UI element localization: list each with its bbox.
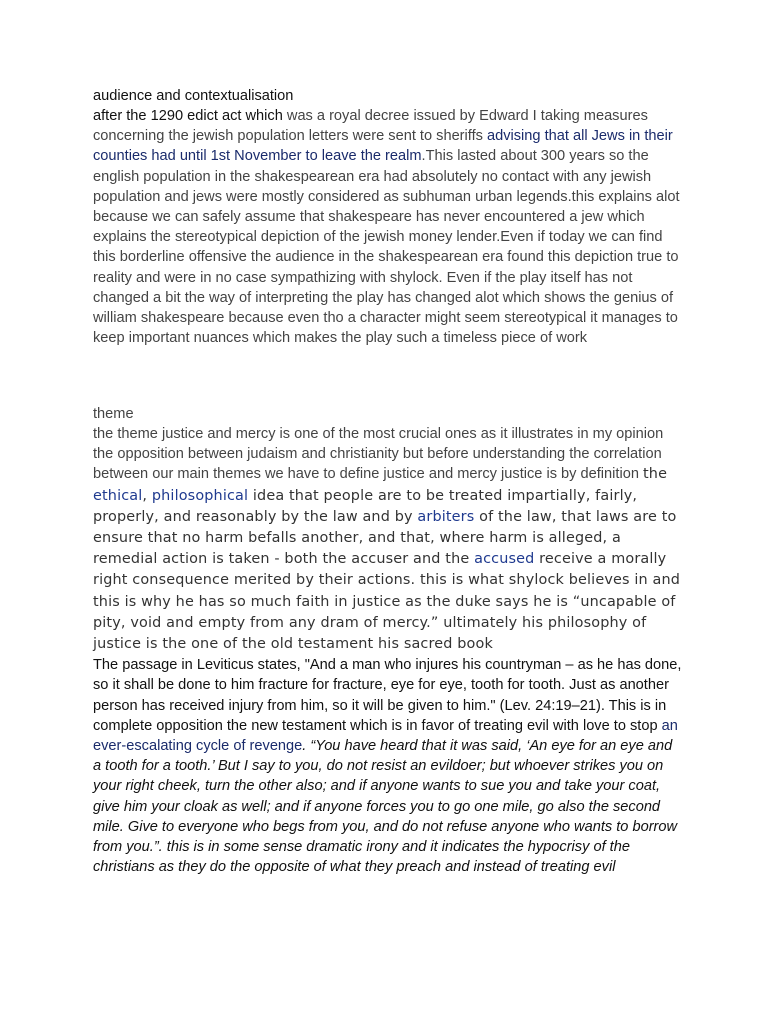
revenge-phrase: an ever-escalating cycle of revenge [93,717,678,755]
highlighted-phrase: advising that all Jews in their counties had until 1st November to leave the realm [93,128,673,165]
section-heading-theme: theme [93,406,134,422]
link-accused[interactable]: accused [474,551,535,568]
definition-text [93,466,680,652]
link-ethical[interactable]: ethical [93,487,143,504]
paragraph-text: was a royal decree issued by Edward I taking measures concerning the jewish population letters were sent to sheriffs [93,108,648,145]
passage-text: The passage in Leviticus states, "And a man who injures his countryman – as he has done, so it shall be done to him fracture for fracture, eye for eye, tooth for tooth. Just as another person has received injury from him, so it will be given to him." (Lev. 24:19–21). This is in complete opposition the new testament which is in favor of treating evil with love to stop [93,657,682,734]
definition-segment: receive a morally right consequence merited by their actions. this is what shylock believes in and this is why he has so much faith in justice as the duke says he is “uncapable of pity, void and empty from any dram of mercy.” ultimately his philosophy of justice is the one of the old testament his sacred book [93,551,681,653]
paragraph-text: .This lasted about 300 years so the english population in the shakespearean era had absolutely no contact with any jewish population and jews were mostly considered as subhuman urban legends.this explains alot because we can safely assume that shakespeare has never encountered a jew which explains the stereotypical depiction of the jewish money lender.Even if today we can find this borderline offensive the audience in the shakespearean era found this depiction true to reality and were in no case sympathizing with shylock. Even if the play itself has not changed a bit the way of interpreting the play has changed alot which shows the genius of william shakespeare because even tho a character might seem stereotypical it manages to keep important nuances which makes the play such a timeless piece of work [93,148,680,347]
definition-segment: idea that people are to be treated impartially, fairly, properly, and reasonably by the law and by [93,487,638,525]
definition-segment: , [142,487,152,504]
link-philosophical[interactable]: philosophical [151,487,249,504]
leviticus-passage [93,655,683,877]
gospel-quote: . “You have heard that it was said, ‘An eye for an eye and a tooth for a tooth.’ But I say to you, do not resist an evildoer; but whoever strikes you on your right cheek, turn the other also; and if anyone wants to sue you and take your coat, give him your cloak as well; and if anyone forces you to go one mile, go also the second mile. Give to everyone who begs from you, and do not refuse anyone who wants to borrow from you.”. this is in some sense dramatic irony and it indicates the hypocrisy of the christians as they do the opposite of what they preach and instead of treating evil [93,738,678,876]
definition-segment: of the law, that laws are to ensure that no harm befalls another, and that, where harm is alleged, a remedial action is taken - both the accuser and the [93,508,677,568]
section-heading-audience: audience and contextualisation [93,88,294,104]
paragraph-intro: the theme justice and mercy is one of the most crucial ones as it illustrates in my opinion the opposition between judaism and christianity but before understanding the correlation between our main themes we have to define justice and mercy justice is by definition [93,426,664,483]
paragraph-lead: after the 1290 edict act which [93,108,283,124]
definition-segment: the [643,466,668,483]
paragraph-audience [93,106,683,348]
paragraph-theme [93,424,683,877]
link-arbiters[interactable]: arbiters [417,508,475,525]
